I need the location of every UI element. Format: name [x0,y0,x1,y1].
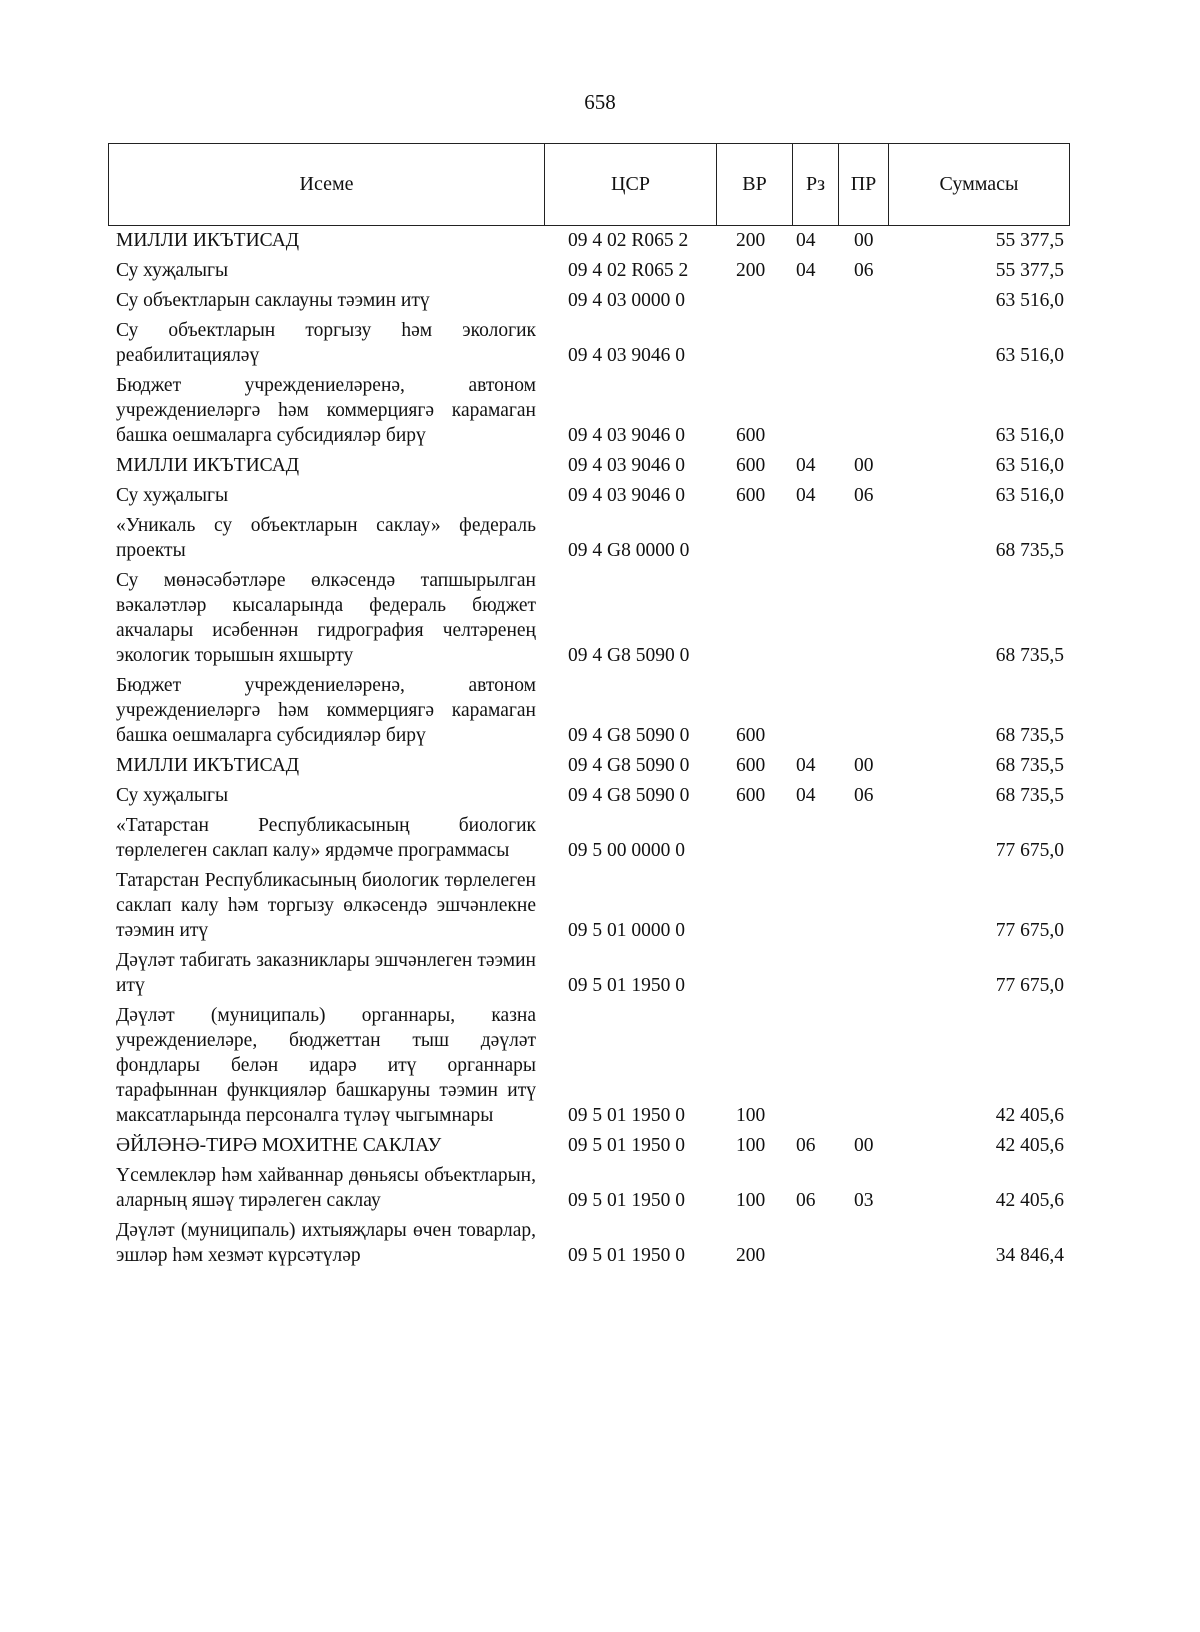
row-csr: 09 5 01 1950 0 [568,1190,685,1211]
row-csr: 09 5 01 1950 0 [568,1245,685,1266]
row-vr: 200 [736,1245,766,1266]
header-sum: Суммасы [939,173,1019,195]
row-csr: 09 4 03 9046 0 [568,345,685,366]
row-vr: 100 [736,1190,766,1211]
row-name: «Уникаль су объектларын саклау» федераль проекты [116,515,536,561]
header-rz: Рз [793,144,839,225]
table-row [116,813,1064,863]
row-pr: 00 [854,230,874,251]
row-pr: 06 [854,260,874,281]
row-vr: 600 [736,785,766,806]
row-csr: 09 5 01 1950 0 [568,1135,685,1156]
row-csr: 09 4 02 R065 2 [568,260,689,281]
row-name: Дәүләт (муниципаль) ихтыяҗлары өчен товарлар, эшләр һәм хезмәт күрсәтүләр [116,1220,536,1266]
row-name: Дәүләт табигать заказниклары эшчәнлеген тәэмин итү [116,950,536,996]
row-csr: 09 5 00 0000 0 [568,840,685,861]
row-sum: 63 516,0 [995,425,1064,446]
row-pr: 00 [854,1135,874,1156]
row-csr: 09 4 03 0000 0 [568,290,685,311]
row-sum: 55 377,5 [995,230,1064,251]
page-number: 658 [584,90,616,114]
row-name: МИЛЛИ ИКЪТИСАД [116,455,300,476]
row-vr: 200 [736,260,766,281]
row-csr: 09 4 G8 5090 0 [568,645,690,666]
table-row [116,568,1064,668]
row-csr: 09 4 G8 5090 0 [568,725,690,746]
row-rz: 04 [796,455,816,476]
row-csr: 09 5 01 0000 0 [568,920,685,941]
row-csr: 09 5 01 1950 0 [568,1105,685,1126]
row-sum: 42 405,6 [995,1135,1064,1156]
row-csr: 09 4 03 9046 0 [568,455,685,476]
row-csr: 09 4 G8 5090 0 [568,785,690,806]
table-row [116,1003,1064,1128]
row-sum: 55 377,5 [995,260,1064,281]
table-row [116,1218,1064,1268]
table-body [116,228,1064,1273]
row-name: Су объектларын торгызу һәм экологик реабилитацияләү [116,320,536,366]
row-vr: 100 [736,1105,766,1126]
row-pr: 06 [854,785,874,806]
row-name: ӘЙЛӘНӘ-ТИРӘ МОХИТНЕ САКЛАУ [116,1135,442,1156]
row-name: Су объектларын саклауны тәэмин итү [116,290,430,311]
row-rz: 04 [796,755,816,776]
row-name: Үсемлекләр һәм хайваннар дөньясы объектларын, аларның яшәү тирәлеген саклау [116,1165,536,1211]
row-rz: 06 [796,1190,816,1211]
row-pr: 03 [854,1190,874,1211]
table-row [116,228,1064,253]
row-csr: 09 4 02 R065 2 [568,230,689,251]
table-row [116,673,1064,748]
table-row [116,948,1064,998]
row-csr: 09 4 G8 5090 0 [568,755,690,776]
row-name: Су хуҗалыгы [116,260,229,281]
row-sum: 77 675,0 [995,840,1064,861]
row-sum: 63 516,0 [995,345,1064,366]
row-pr: 06 [854,485,874,506]
table-row [116,483,1064,508]
row-rz: 06 [796,1135,816,1156]
row-sum: 68 735,5 [995,725,1064,746]
row-sum: 63 516,0 [995,455,1064,476]
row-rz: 04 [796,785,816,806]
header-csr: ЦСР [545,144,717,225]
row-rz: 04 [796,230,816,251]
row-csr: 09 5 01 1950 0 [568,975,685,996]
table-row [116,373,1064,448]
table-row [116,318,1064,368]
row-sum: 68 735,5 [995,785,1064,806]
row-name: Дәүләт (муниципаль) органнары, казна учреждениеләре, бюджеттан тыш дәүләт фондлары белән идарә итү органнары тарафыннан функцияләр башкаруны тәэмин итү максатларында персоналга түләү чыгымнары [116,1005,536,1126]
row-csr: 09 4 G8 0000 0 [568,540,690,561]
row-vr: 600 [736,725,766,746]
row-rz: 04 [796,485,816,506]
row-name: Бюджет учреждениеләренә, автоном учреждениеләргә һәм коммерциягә карамаган башка оешмаларга субсидияләр бирү [116,675,536,746]
row-sum: 68 735,5 [995,540,1064,561]
row-sum: 77 675,0 [995,975,1064,996]
row-vr: 600 [736,485,766,506]
table-row [116,868,1064,943]
header-name: Исеме [109,144,545,225]
row-name: Бюджет учреждениеләренә, автоном учреждениеләргә һәм коммерциягә карамаган башка оешмаларга субсидияләр бирү [116,375,536,446]
row-pr: 00 [854,455,874,476]
row-sum: 63 516,0 [995,485,1064,506]
row-csr: 09 4 03 9046 0 [568,425,685,446]
table-row [116,513,1064,563]
row-vr: 200 [736,230,766,251]
row-sum: 42 405,6 [995,1105,1064,1126]
row-sum: 63 516,0 [995,290,1064,311]
row-sum: 68 735,5 [995,755,1064,776]
row-pr: 00 [854,755,874,776]
table-header [108,143,1070,226]
header-pr: ПР [839,144,889,225]
table-row [116,453,1064,478]
row-csr: 09 4 03 9046 0 [568,485,685,506]
row-sum: 68 735,5 [995,645,1064,666]
row-sum: 42 405,6 [995,1190,1064,1211]
row-vr: 600 [736,755,766,776]
row-name: Татарстан Республикасының биологик төрлелеген саклап калу һәм торгызу өлкәсендә эшчәнлекне тәэмин итү [116,870,536,941]
table-row [116,1163,1064,1213]
row-name: МИЛЛИ ИКЪТИСАД [116,755,300,776]
row-name: МИЛЛИ ИКЪТИСАД [116,230,300,251]
row-vr: 100 [736,1135,766,1156]
table-row [116,783,1064,808]
row-name: Су мөнәсәбәтләре өлкәсендә тапшырылган вәкаләтләр кысаларында федераль бюджет акчалары исәбеннән гидрография челтәренең экологик торышын яхшырту [116,570,536,666]
header-vr: ВР [717,144,793,225]
row-rz: 04 [796,260,816,281]
row-vr: 600 [736,425,766,446]
table-row [116,288,1064,313]
row-vr: 600 [736,455,766,476]
table-row [116,753,1064,778]
row-name: Су хуҗалыгы [116,485,229,506]
row-name: Су хуҗалыгы [116,785,229,806]
table-row [116,258,1064,283]
table-row [116,1133,1064,1158]
row-name: «Татарстан Республикасының биологик төрлелеген саклап калу» ярдәмче программасы [116,815,536,861]
row-sum: 77 675,0 [995,920,1064,941]
row-sum: 34 846,4 [995,1245,1064,1266]
